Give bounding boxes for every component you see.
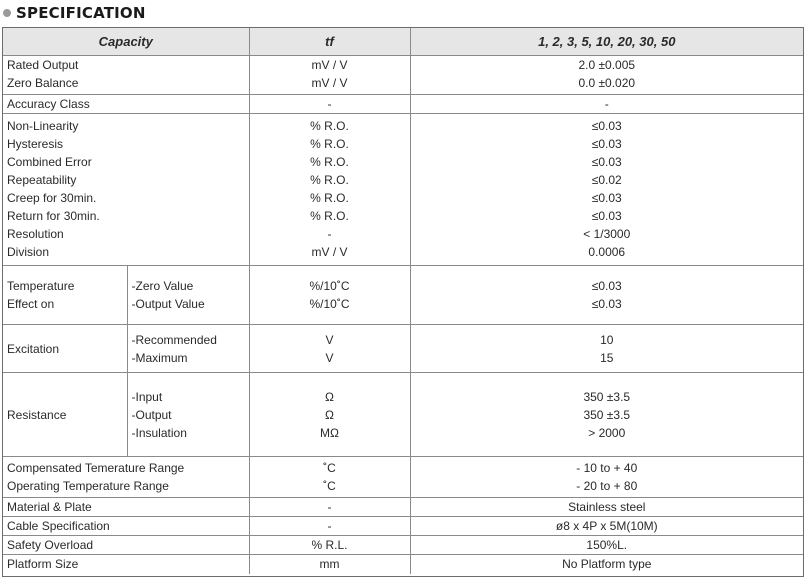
compensated-range-unit: ˚C bbox=[323, 461, 336, 475]
section-title: SPECIFICATION bbox=[16, 4, 146, 22]
resistance-label: Resistance bbox=[3, 373, 127, 457]
output-value-value: ≤0.03 bbox=[591, 297, 622, 311]
creep-value: ≤0.03 bbox=[591, 191, 622, 205]
accuracy-unit: - bbox=[249, 95, 410, 114]
rated-output-label: Rated Output bbox=[7, 58, 79, 72]
division-value: 0.0006 bbox=[588, 245, 626, 259]
platform-size-label: Platform Size bbox=[3, 555, 249, 574]
zero-balance-label: Zero Balance bbox=[7, 76, 79, 90]
spec-table-frame bbox=[2, 27, 804, 577]
creep-label: Creep for 30min. bbox=[7, 191, 97, 205]
platform-size-unit: mm bbox=[249, 555, 410, 574]
resistance-subs bbox=[127, 373, 249, 457]
output-unit: Ω bbox=[325, 407, 334, 422]
maximum-value: 15 bbox=[600, 350, 614, 365]
recommended-value: 10 bbox=[600, 332, 614, 347]
repeatability-value: ≤0.02 bbox=[591, 173, 622, 187]
recommended-unit: V bbox=[325, 332, 334, 347]
repeatability-label: Repeatability bbox=[7, 173, 77, 187]
table-row bbox=[3, 56, 803, 95]
bullet-dot-icon bbox=[3, 9, 11, 17]
non-linearity-value: ≤0.03 bbox=[591, 119, 622, 133]
maximum-label: -Maximum bbox=[131, 350, 188, 365]
temperature-subs bbox=[127, 266, 249, 325]
resolution-value: < 1/3000 bbox=[583, 227, 631, 241]
excitation-label: Excitation bbox=[3, 325, 127, 373]
insulation-value: > 2000 bbox=[588, 425, 626, 440]
platform-size-value: No Platform type bbox=[410, 555, 803, 574]
compensated-range-label: Compensated Temerature Range bbox=[7, 461, 185, 475]
hysteresis-value: ≤0.03 bbox=[591, 137, 622, 151]
zero-value-unit: %/10˚C bbox=[309, 279, 350, 293]
material-value: Stainless steel bbox=[410, 498, 803, 517]
safety-overload-label: Safety Overload bbox=[3, 536, 249, 555]
maximum-unit: V bbox=[325, 350, 334, 365]
non-linearity-unit: % R.O. bbox=[310, 119, 349, 133]
output-units bbox=[249, 56, 410, 95]
zero-balance-unit: mV / V bbox=[311, 76, 348, 90]
cable-unit: - bbox=[249, 517, 410, 536]
output-value-unit: %/10˚C bbox=[309, 297, 350, 311]
table-row bbox=[3, 266, 803, 325]
header-capacity: Capacity bbox=[3, 28, 249, 56]
table-row bbox=[3, 95, 803, 114]
table-row bbox=[3, 114, 803, 266]
temperature-label: Temperature bbox=[7, 279, 75, 293]
temperature-effect-label bbox=[3, 266, 127, 325]
temperature-values bbox=[410, 266, 803, 325]
hysteresis-unit: % R.O. bbox=[310, 137, 349, 151]
excitation-values bbox=[410, 325, 803, 373]
zero-value-label: -Zero Value bbox=[131, 279, 194, 293]
material-label: Material & Plate bbox=[3, 498, 249, 517]
insulation-label: -Insulation bbox=[131, 425, 187, 440]
safety-overload-value: 150%L. bbox=[410, 536, 803, 555]
table-row bbox=[3, 325, 803, 373]
combined-error-label: Combined Error bbox=[7, 155, 92, 169]
safety-overload-unit: % R.L. bbox=[249, 536, 410, 555]
spec-table bbox=[3, 28, 803, 574]
output-values bbox=[410, 56, 803, 95]
return-label: Return for 30min. bbox=[7, 209, 100, 223]
combined-error-unit: % R.O. bbox=[310, 155, 349, 169]
combined-error-value: ≤0.03 bbox=[591, 155, 622, 169]
output-label: -Output bbox=[131, 407, 172, 422]
temperature-units bbox=[249, 266, 410, 325]
linearity-values bbox=[410, 114, 803, 266]
header-values: 1, 2, 3, 5, 10, 20, 30, 50 bbox=[410, 28, 803, 56]
rated-output-unit: mV / V bbox=[311, 58, 348, 72]
zero-value-value: ≤0.03 bbox=[591, 279, 622, 293]
rated-output-value: 2.0 ±0.005 bbox=[578, 58, 636, 72]
effect-on-label: Effect on bbox=[7, 297, 55, 311]
temp-range-labels bbox=[3, 457, 249, 498]
table-row bbox=[3, 555, 803, 574]
table-row bbox=[3, 457, 803, 498]
accuracy-value: - bbox=[410, 95, 803, 114]
recommended-label: -Recommended bbox=[131, 332, 217, 347]
section-heading bbox=[3, 3, 146, 23]
operating-range-value: - 20 to + 80 bbox=[576, 479, 638, 493]
temp-range-units bbox=[249, 457, 410, 498]
table-row bbox=[3, 536, 803, 555]
header-unit: tf bbox=[249, 28, 410, 56]
accuracy-label: Accuracy Class bbox=[3, 95, 249, 114]
excitation-subs bbox=[127, 325, 249, 373]
table-header-row bbox=[3, 28, 803, 56]
division-unit: mV / V bbox=[311, 245, 348, 259]
operating-range-unit: ˚C bbox=[323, 479, 336, 493]
compensated-range-value: - 10 to + 40 bbox=[576, 461, 638, 475]
linearity-labels bbox=[3, 114, 249, 266]
temp-range-values bbox=[410, 457, 803, 498]
insulation-unit: MΩ bbox=[320, 425, 339, 440]
table-row bbox=[3, 373, 803, 457]
output-value: 350 ±3.5 bbox=[583, 407, 631, 422]
division-label: Division bbox=[7, 245, 50, 259]
material-unit: - bbox=[249, 498, 410, 517]
creep-unit: % R.O. bbox=[310, 191, 349, 205]
non-linearity-label: Non-Linearity bbox=[7, 119, 79, 133]
hysteresis-label: Hysteresis bbox=[7, 137, 64, 151]
resistance-values bbox=[410, 373, 803, 457]
output-value-label: -Output Value bbox=[131, 297, 205, 311]
input-label: -Input bbox=[131, 389, 163, 404]
zero-balance-value: 0.0 ±0.020 bbox=[578, 76, 636, 90]
linearity-units bbox=[249, 114, 410, 266]
operating-range-label: Operating Temperature Range bbox=[7, 479, 169, 493]
output-labels bbox=[3, 56, 249, 95]
table-row bbox=[3, 498, 803, 517]
table-row bbox=[3, 517, 803, 536]
resistance-units bbox=[249, 373, 410, 457]
cable-label: Cable Specification bbox=[3, 517, 249, 536]
return-unit: % R.O. bbox=[310, 209, 349, 223]
input-value: 350 ±3.5 bbox=[583, 389, 631, 404]
resolution-unit: - bbox=[327, 227, 332, 241]
excitation-units bbox=[249, 325, 410, 373]
return-value: ≤0.03 bbox=[591, 209, 622, 223]
input-unit: Ω bbox=[325, 389, 334, 404]
cable-value: ø8 x 4P x 5M(10M) bbox=[410, 517, 803, 536]
resolution-label: Resolution bbox=[7, 227, 64, 241]
repeatability-unit: % R.O. bbox=[310, 173, 349, 187]
